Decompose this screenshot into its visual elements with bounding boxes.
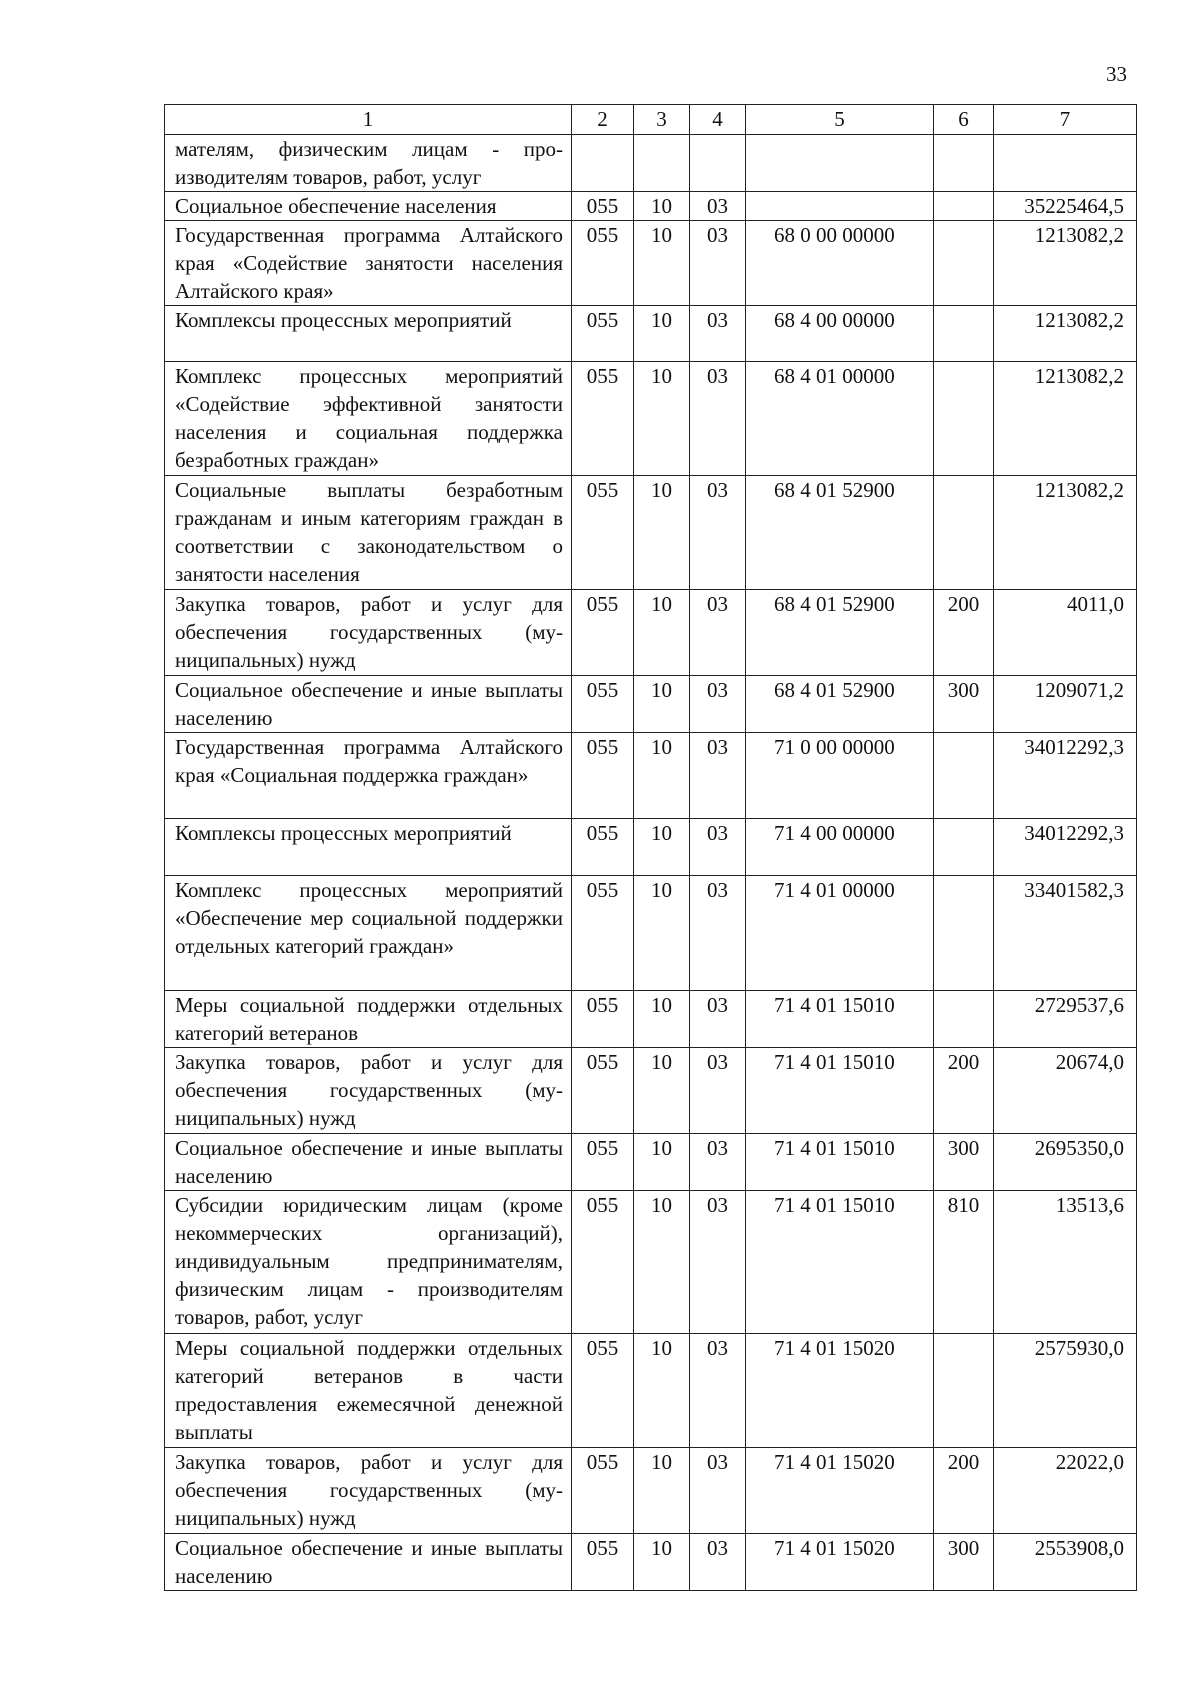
table-row [165,135,1137,192]
cell-col3: 10 [634,1334,690,1448]
cell-col7: 33401582,3 [994,876,1137,991]
cell-col3: 10 [634,676,690,733]
cell-col5: 71 4 01 15010 [746,1191,934,1334]
item-name: Социальные выплаты безработным гражданам и иным категориям граждан в соответствии с законодательством о занятости населения [165,476,572,590]
cell-col7: 2729537,6 [994,991,1137,1048]
cell-col3: 10 [634,221,690,306]
cell-col3: 10 [634,192,690,221]
cell-col2: 055 [572,590,634,676]
column-header: 6 [934,105,994,135]
cell-col6 [934,306,994,362]
cell-col6 [934,733,994,819]
cell-col3: 10 [634,819,690,876]
cell-col7: 1213082,2 [994,221,1137,306]
item-name: Социальное обеспечение и иные выплаты населению [165,1534,572,1591]
cell-col5: 68 4 01 52900 [746,676,934,733]
item-name: Комплекс процессных мероприятий «Обеспечение мер социальной поддержки отдельных категорий граждан» [165,876,572,991]
cell-col5: 68 4 01 00000 [746,362,934,476]
item-name: Субсидии юридическим лицам (кроме некоммерческих организаций), индивидуальным предпринимателям, физическим лицам - производителям товаров, работ, услуг [165,1191,572,1334]
cell-col4: 03 [690,192,746,221]
cell-col2: 055 [572,876,634,991]
cell-col2: 055 [572,1048,634,1134]
cell-col5: 71 4 01 15020 [746,1448,934,1534]
cell-col4: 03 [690,819,746,876]
cell-col2: 055 [572,991,634,1048]
cell-col2: 055 [572,819,634,876]
cell-col6 [934,221,994,306]
cell-col4: 03 [690,1191,746,1334]
item-name: Меры социальной поддержки отдельных категорий ветеранов в части предоставления ежемесячной денежной выплаты [165,1334,572,1448]
cell-col5: 71 4 01 15010 [746,991,934,1048]
cell-col6: 200 [934,1048,994,1134]
table-row [165,362,1137,476]
cell-col3: 10 [634,306,690,362]
cell-col7: 2553908,0 [994,1534,1137,1591]
cell-col6 [934,819,994,876]
item-name: мателям, физическим лицам - производителям товаров, работ, услуг [165,135,572,192]
cell-col3: 10 [634,590,690,676]
cell-col7: 2575930,0 [994,1334,1137,1448]
table-row [165,221,1137,306]
cell-col7 [994,135,1137,192]
cell-col5 [746,192,934,221]
cell-col2: 055 [572,1534,634,1591]
cell-col7: 34012292,3 [994,819,1137,876]
column-header: 5 [746,105,934,135]
item-name: Закупка товаров, работ и услуг для обеспечения государственных (муниципальных) нужд [165,590,572,676]
cell-col7: 2695350,0 [994,1134,1137,1191]
cell-col3: 10 [634,1534,690,1591]
cell-col6 [934,362,994,476]
cell-col5: 71 4 00 00000 [746,819,934,876]
item-name: Закупка товаров, работ и услуг для обеспечения государственных (муниципальных) нужд [165,1448,572,1534]
table-row [165,1191,1137,1334]
table-row [165,819,1137,876]
column-header: 4 [690,105,746,135]
cell-col4: 03 [690,221,746,306]
table-row [165,476,1137,590]
cell-col3: 10 [634,991,690,1048]
cell-col5 [746,135,934,192]
table-row [165,991,1137,1048]
table-row [165,733,1137,819]
cell-col5: 71 4 01 00000 [746,876,934,991]
table-row [165,1448,1137,1534]
cell-col4: 03 [690,1048,746,1134]
cell-col5: 71 4 01 15020 [746,1534,934,1591]
cell-col7: 34012292,3 [994,733,1137,819]
cell-col6 [934,135,994,192]
table-row [165,590,1137,676]
cell-col4: 03 [690,1534,746,1591]
table-row [165,1334,1137,1448]
cell-col2: 055 [572,676,634,733]
table-row [165,1134,1137,1191]
cell-col3: 10 [634,1191,690,1334]
cell-col2: 055 [572,221,634,306]
cell-col3 [634,135,690,192]
cell-col7: 13513,6 [994,1191,1137,1334]
cell-col2: 055 [572,1448,634,1534]
cell-col5: 71 4 01 15020 [746,1334,934,1448]
cell-col3: 10 [634,1134,690,1191]
item-name: Комплексы процессных мероприятий [165,306,572,362]
cell-col2 [572,135,634,192]
item-name: Государственная программа Алтайского края «Содействие занятости населения Алтайского края» [165,221,572,306]
budget-table [164,104,1137,1591]
cell-col2: 055 [572,362,634,476]
table-row [165,306,1137,362]
cell-col6: 300 [934,1534,994,1591]
item-name: Социальное обеспечение и иные выплаты населению [165,1134,572,1191]
cell-col7: 1213082,2 [994,306,1137,362]
cell-col7: 1213082,2 [994,362,1137,476]
cell-col6: 200 [934,590,994,676]
cell-col3: 10 [634,1048,690,1134]
cell-col4: 03 [690,876,746,991]
table-row [165,1048,1137,1134]
cell-col3: 10 [634,476,690,590]
column-header: 7 [994,105,1137,135]
cell-col2: 055 [572,306,634,362]
table-row [165,676,1137,733]
cell-col4: 03 [690,676,746,733]
cell-col6 [934,192,994,221]
cell-col2: 055 [572,1334,634,1448]
cell-col3: 10 [634,876,690,991]
table-row [165,192,1137,221]
item-name: Социальное обеспечение и иные выплаты населению [165,676,572,733]
item-name: Комплексы процессных мероприятий [165,819,572,876]
cell-col4: 03 [690,306,746,362]
cell-col5: 68 4 00 00000 [746,306,934,362]
cell-col5: 71 4 01 15010 [746,1048,934,1134]
item-name: Меры социальной поддержки отдельных категорий ветеранов [165,991,572,1048]
item-name: Социальное обеспечение населения [165,192,572,221]
cell-col4: 03 [690,1134,746,1191]
cell-col6 [934,876,994,991]
cell-col7: 4011,0 [994,590,1137,676]
cell-col4: 03 [690,991,746,1048]
cell-col6 [934,991,994,1048]
cell-col4: 03 [690,733,746,819]
item-name: Комплекс процессных мероприятий «Содействие эффективной занятости населения и социальная поддержка безработных граждан» [165,362,572,476]
cell-col4: 03 [690,590,746,676]
cell-col7: 1209071,2 [994,676,1137,733]
page-number: 33 [1106,62,1127,86]
cell-col2: 055 [572,476,634,590]
cell-col5: 68 4 01 52900 [746,476,934,590]
cell-col4: 03 [690,1334,746,1448]
cell-col7: 35225464,5 [994,192,1137,221]
cell-col3: 10 [634,733,690,819]
cell-col2: 055 [572,192,634,221]
cell-col4 [690,135,746,192]
column-header: 3 [634,105,690,135]
cell-col6 [934,476,994,590]
cell-col7: 22022,0 [994,1448,1137,1534]
cell-col6: 810 [934,1191,994,1334]
cell-col5: 68 0 00 00000 [746,221,934,306]
table-row [165,1534,1137,1591]
cell-col3: 10 [634,362,690,476]
cell-col6 [934,1334,994,1448]
cell-col4: 03 [690,362,746,476]
table-header-row [165,105,1137,135]
cell-col6: 300 [934,1134,994,1191]
table-row [165,876,1137,991]
cell-col4: 03 [690,1448,746,1534]
cell-col2: 055 [572,1134,634,1191]
cell-col6: 300 [934,676,994,733]
column-header: 2 [572,105,634,135]
cell-col3: 10 [634,1448,690,1534]
cell-col5: 71 0 00 00000 [746,733,934,819]
cell-col4: 03 [690,476,746,590]
cell-col5: 68 4 01 52900 [746,590,934,676]
cell-col7: 1213082,2 [994,476,1137,590]
cell-col2: 055 [572,1191,634,1334]
item-name: Закупка товаров, работ и услуг для обеспечения государственных (муниципальных) нужд [165,1048,572,1134]
cell-col6: 200 [934,1448,994,1534]
cell-col2: 055 [572,733,634,819]
cell-col5: 71 4 01 15010 [746,1134,934,1191]
item-name: Государственная программа Алтайского края «Социальная поддержка граждан» [165,733,572,819]
cell-col7: 20674,0 [994,1048,1137,1134]
column-header: 1 [165,105,572,135]
